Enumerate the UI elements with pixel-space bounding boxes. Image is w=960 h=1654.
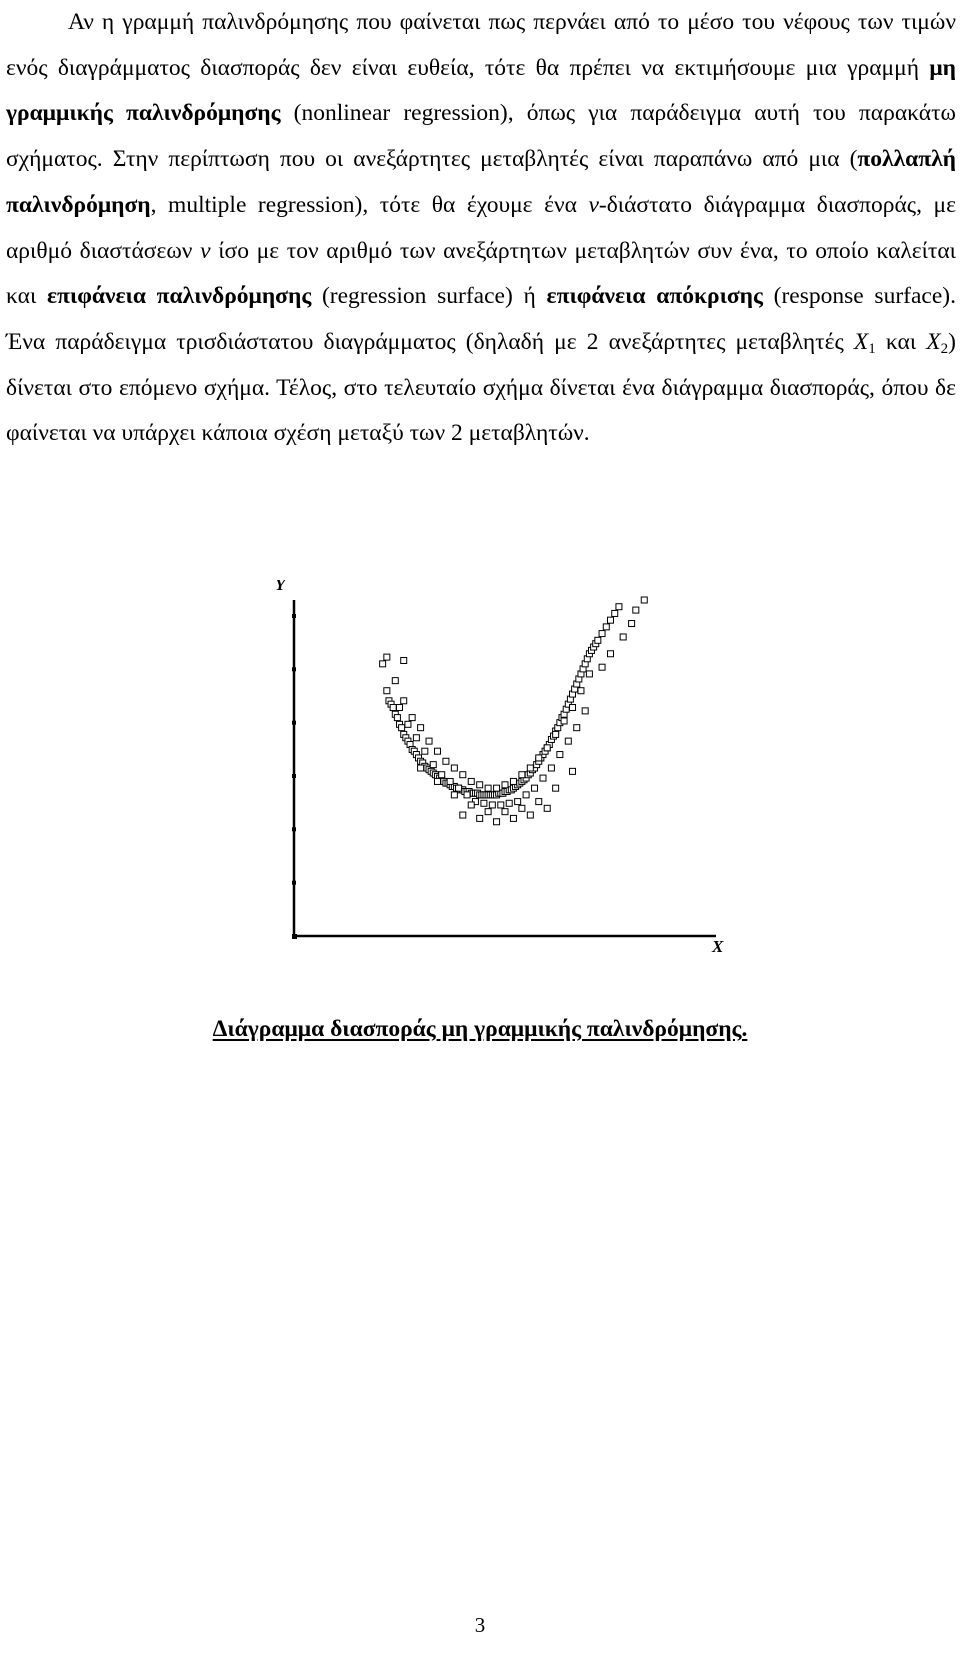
- scatter-point: [405, 721, 411, 727]
- scatter-point: [464, 792, 470, 798]
- y-axis-label: Y: [275, 580, 286, 594]
- italic-variable-nu: ν: [200, 237, 211, 264]
- scatter-point: [394, 715, 400, 721]
- scatter-point: [527, 812, 533, 818]
- scatter-point: [443, 758, 449, 764]
- scatter-point: [384, 654, 390, 660]
- scatter-point: [447, 778, 453, 784]
- scatter-point: [409, 715, 415, 721]
- scatter-point: [578, 688, 584, 694]
- scatter-point: [422, 748, 428, 754]
- scatter-point: [460, 772, 466, 778]
- text-segment: ) δίνεται στο επόμενο σχήμα. Τέλος, στο τελευταίο σχήμα δίνεται ένα διάγραμμα διασποράς, όπου δε φαίνεται να υπάρχει κάποια σχέση μεταξύ των 2 μεταβλητών.: [6, 328, 956, 447]
- y-tick: [292, 827, 296, 831]
- scatter-point: [599, 631, 605, 637]
- scatter-point: [494, 785, 500, 791]
- scatter-point: [392, 678, 398, 684]
- scatter-point: [413, 735, 419, 741]
- scatter-point: [489, 802, 495, 808]
- scatter-point: [426, 738, 432, 744]
- scatter-point: [460, 812, 466, 818]
- scatter-point: [608, 617, 614, 623]
- scatter-point: [485, 785, 491, 791]
- scatter-point: [456, 785, 462, 791]
- subscript-1: 1: [868, 340, 876, 357]
- scatter-point: [599, 664, 605, 670]
- scatter-point: [477, 782, 483, 788]
- scatter-point: [401, 698, 407, 704]
- scatter-point: [510, 778, 516, 784]
- scatter-point: [502, 809, 508, 815]
- scatter-point: [544, 745, 550, 751]
- scatter-point: [536, 799, 542, 805]
- scatter-point: [434, 748, 440, 754]
- scatter-point: [397, 705, 403, 711]
- page-number: 3: [474, 1613, 486, 1637]
- scatter-point: [481, 800, 487, 806]
- scatter-point: [536, 755, 542, 761]
- scatter-point: [612, 610, 618, 616]
- scatter-point: [603, 624, 609, 630]
- scatter-point: [620, 634, 626, 640]
- italic-variable-nu: ν: [588, 191, 599, 218]
- scatter-point: [434, 778, 440, 784]
- bold-term-nonlinear-regression: μη γραμμικής παλινδρόμησης: [6, 54, 956, 127]
- y-tick: [292, 881, 296, 885]
- scatter-point: [384, 688, 390, 694]
- scatter-point: [418, 725, 424, 731]
- bold-term-response-surface: επιφάνεια απόκρισης: [546, 283, 763, 310]
- scatter-point: [401, 657, 407, 663]
- text-segment: (regression surface) ή: [311, 283, 547, 310]
- scatter-point: [561, 718, 567, 724]
- scatter-point: [477, 815, 483, 821]
- bold-term-multiple-regression: πολλαπλή παλινδρόμηση: [6, 146, 956, 218]
- text-segment: , multiple regression), τότε θα έχουμε ένα: [150, 191, 589, 218]
- bold-term-regression-surface: επιφάνεια παλινδρόμησης: [47, 283, 312, 310]
- text-segment: και: [875, 328, 927, 355]
- scatter-point: [439, 772, 445, 778]
- scatter-point: [468, 802, 474, 808]
- scatter-point: [498, 802, 504, 808]
- text-segment: Αν η γραμμή παλινδρόμησης που φαίνεται πως περνάει από το μέσο του νέφους των τιμών ενός διαγράμματος διασποράς δεν είναι ευθεία, τότε θα πρέπει να εκτιμήσουμε μια γραμμή: [6, 9, 956, 81]
- figure-caption: Διάγραμμα διασποράς μη γραμμικής παλινδρόμησης.: [212, 1016, 748, 1042]
- scatter-point: [506, 800, 512, 806]
- y-tick: [292, 774, 296, 778]
- scatter-point: [515, 799, 521, 805]
- scatter-point: [451, 792, 457, 798]
- scatter-point: [468, 778, 474, 784]
- scatter-point: [595, 637, 601, 643]
- scatter-point: [519, 772, 525, 778]
- scatter-point: [494, 819, 500, 825]
- text-segment: (nonlinear regression), όπως για παράδειγμα αυτή του παρακάτω σχήματος. Στην περίπτωση που οι ανεξάρτητες μεταβλητές είναι παραπάνω από μια (: [6, 100, 956, 173]
- scatter-point: [485, 809, 491, 815]
- body-paragraph: [6, 0, 956, 457]
- scatter-point: [390, 705, 396, 711]
- scatter-point: [565, 738, 571, 744]
- scatter-point: [510, 815, 516, 821]
- scatter-point: [451, 765, 457, 771]
- scatter-point: [553, 731, 559, 737]
- y-tick: [292, 614, 296, 618]
- scatter-point: [540, 775, 546, 781]
- scatter-point: [633, 607, 639, 613]
- origin-tick: [292, 934, 297, 939]
- variable-x2: X: [926, 328, 941, 355]
- scatter-point: [532, 785, 538, 791]
- scatter-point: [616, 604, 622, 610]
- scatter-point: [570, 768, 576, 774]
- text-segment: ίσο με τον αριθμό των ανεξάρτητων μεταβλητών συν ένα, το οποίο καλείται και: [6, 237, 956, 310]
- y-tick: [292, 721, 296, 725]
- x-axis-label: X: [712, 937, 724, 955]
- scatter-point: [502, 782, 508, 788]
- scatter-point: [641, 597, 647, 603]
- scatter-point: [608, 651, 614, 657]
- text-segment: (response surface). Ένα παράδειγμα τρισδιάστατου διαγράμματος (δηλαδή με 2 ανεξάρτητες μεταβλητές: [6, 283, 956, 355]
- scatter-point: [548, 765, 554, 771]
- variable-x1: X: [853, 328, 869, 355]
- scatter-point: [553, 785, 559, 791]
- scatter-point: [586, 671, 592, 677]
- scatter-point: [629, 621, 635, 627]
- scatter-point: [523, 792, 529, 798]
- y-tick: [292, 667, 296, 671]
- scatter-point: [570, 705, 576, 711]
- scatter-point: [418, 765, 424, 771]
- scatter-point: [380, 661, 386, 667]
- scatter-point: [582, 708, 588, 714]
- scatter-chart: [260, 580, 730, 955]
- text-segment: -διάστατο διάγραμμα διασποράς, με αριθμό διαστάσεων: [6, 191, 956, 264]
- scatter-point: [527, 765, 533, 771]
- subscript-2: 2: [940, 340, 949, 357]
- scatter-point: [430, 762, 436, 768]
- scatter-point: [574, 725, 580, 731]
- scatter-point: [557, 752, 563, 758]
- scatter-point: [399, 725, 405, 731]
- scatter-point: [519, 805, 525, 811]
- scatter-point: [544, 805, 550, 811]
